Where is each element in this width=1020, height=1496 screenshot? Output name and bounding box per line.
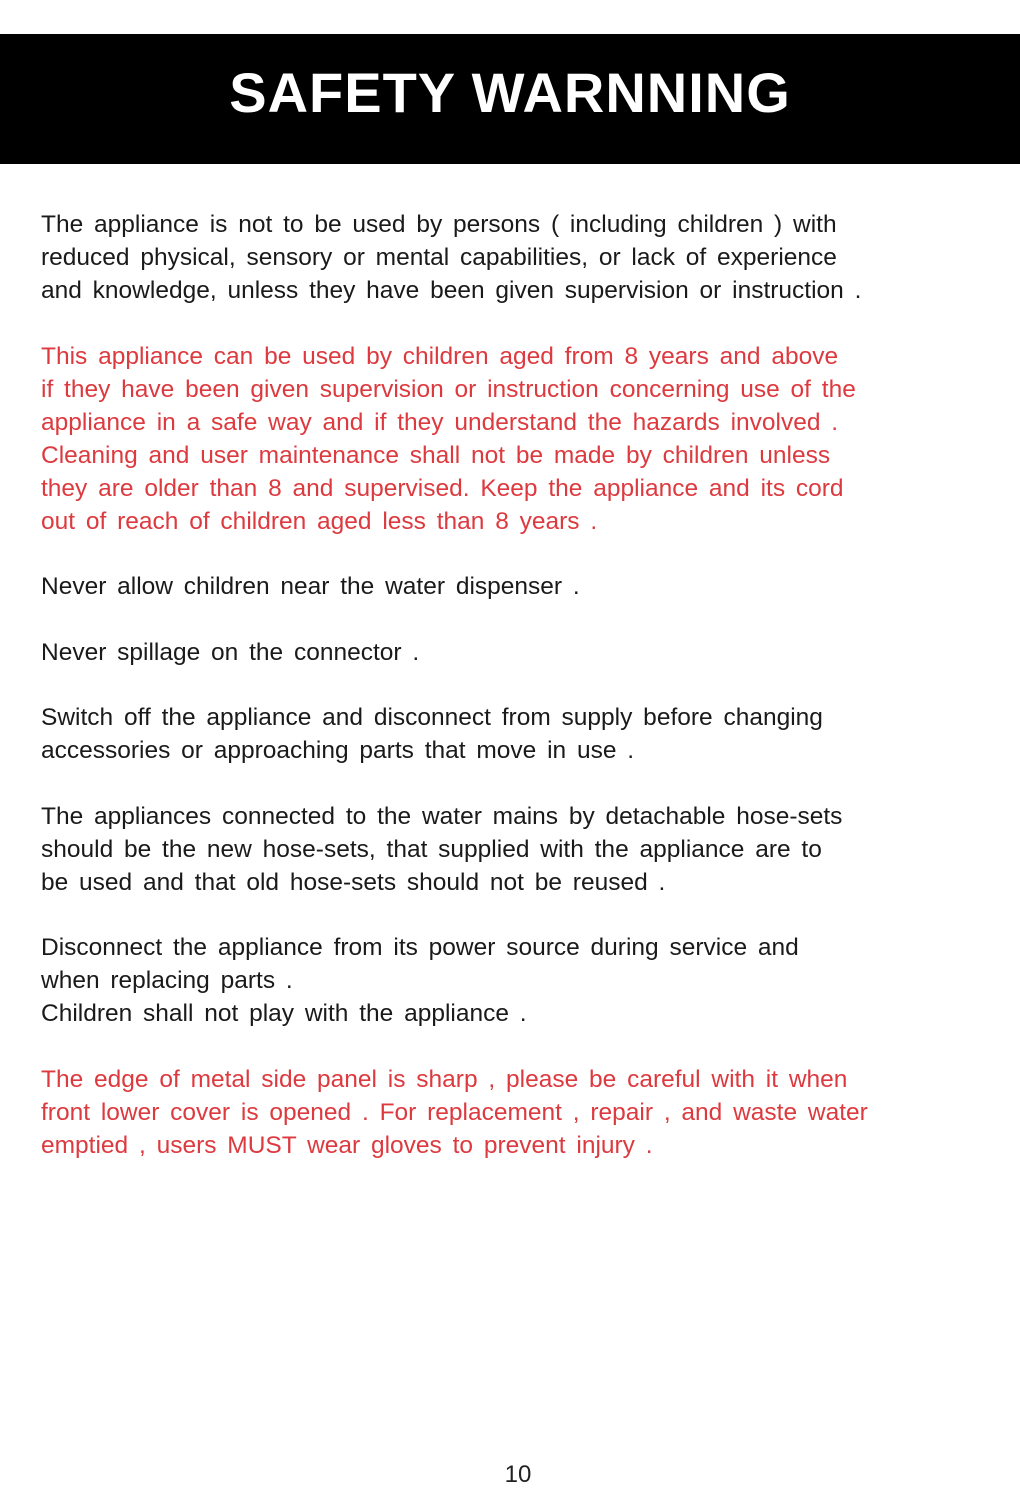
warning-sharp-edge-line-1: The edge of metal side panel is sharp , please be careful with it when: [41, 1066, 848, 1093]
warning-children-line-3: appliance in a safe way and if they understand the hazards involved .: [41, 409, 839, 436]
paragraph-3-line-1: Never allow children near the water dispenser .: [41, 573, 580, 600]
paragraph-1-line-2: reduced physical, sensory or mental capabilities, or lack of experience: [41, 244, 837, 271]
page-title: SAFETY WARNNING: [229, 61, 791, 124]
paragraph-4-line-1: Never spillage on the connector .: [41, 639, 420, 666]
paragraph-6-line-2: should be the new hose-sets, that supplied with the appliance are to: [41, 836, 822, 863]
page-number: 10: [504, 1461, 532, 1488]
paragraph-6-line-1: The appliances connected to the water mains by detachable hose-sets: [41, 803, 843, 830]
paragraph-7-line-2: when replacing parts .: [41, 967, 293, 994]
warning-children-line-2: if they have been given supervision or instruction concerning use of the: [41, 376, 856, 403]
warning-children-line-5: they are older than 8 and supervised. Keep the appliance and its cord: [41, 475, 844, 502]
warning-sharp-edge-line-2: front lower cover is opened . For replacement , repair , and waste water: [41, 1099, 868, 1126]
warning-sharp-edge-line-3: emptied , users MUST wear gloves to prevent injury .: [41, 1132, 653, 1159]
paragraph-1-line-3: and knowledge, unless they have been given supervision or instruction .: [41, 277, 862, 304]
paragraph-7-line-3: Children shall not play with the appliance .: [41, 1000, 527, 1027]
paragraph-7-line-1: Disconnect the appliance from its power source during service and: [41, 934, 799, 961]
paragraph-5-line-2: accessories or approaching parts that move in use .: [41, 737, 635, 764]
warning-children-line-6: out of reach of children aged less than 8 years .: [41, 508, 598, 535]
paragraph-5-line-1: Switch off the appliance and disconnect from supply before changing: [41, 704, 823, 731]
warning-children-line-1: This appliance can be used by children aged from 8 years and above: [41, 343, 839, 370]
paragraph-6-line-3: be used and that old hose-sets should not be reused .: [41, 869, 666, 896]
paragraph-1-line-1: The appliance is not to be used by persons ( including children ) with: [41, 211, 837, 238]
warning-children-line-4: Cleaning and user maintenance shall not be made by children unless: [41, 442, 831, 469]
